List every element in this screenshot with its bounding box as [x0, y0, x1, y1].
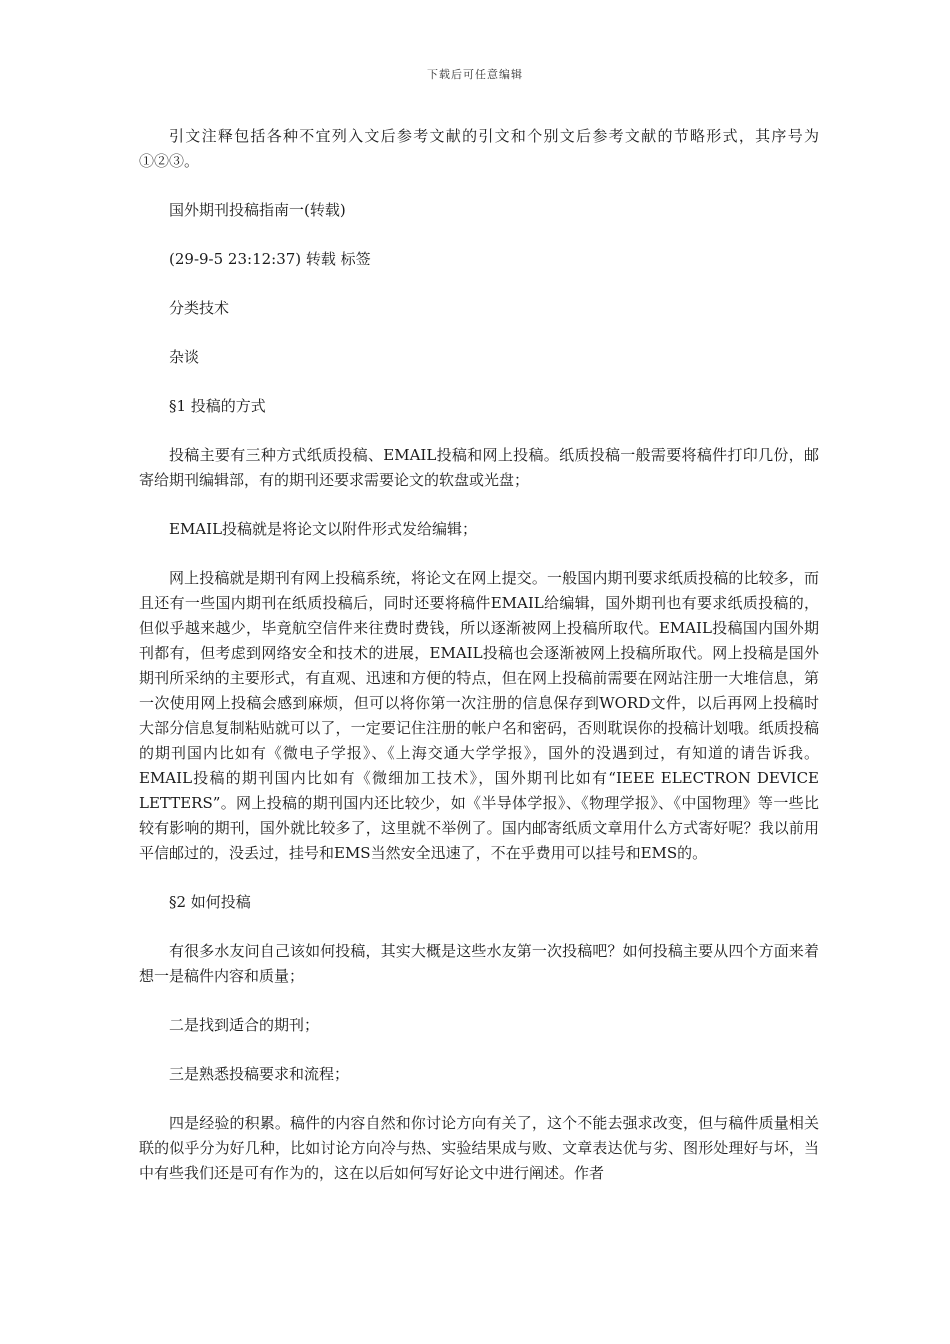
document-body: [139, 124, 819, 1210]
paragraph-article-title: 国外期刊投稿指南一(转载): [169, 201, 346, 219]
paragraph-tag: 杂谈: [169, 348, 200, 366]
section-heading-2: §2 如何投稿: [169, 893, 251, 911]
paragraph-post-meta: (29-9-5 23:12:37) 转载 标签: [169, 250, 371, 268]
paragraph-online-submission: 网上投稿就是期刊有网上投稿系统，将论文在网上提交。一般国内期刊要求纸质投稿的比较多，而且还有一些国内期刊在纸质投稿后，同时还要将稿件EMAIL给编辑，国外期刊也有要求纸质投稿的，但似乎越来越少，毕竟航空信件来往费时费钱，所以逐渐被网上投稿所取代。EMAIL投稿国内国外期刊都有，但考虑到网络安全和技术的进展，EMAIL投稿也会逐渐被网上投稿所取代。网上投稿是国外期刊所采纳的主要形式，有直观、迅速和方便的特点，但在网上投稿前需要在网站注册一大堆信息，第一次使用网上投稿会感到麻烦，但可以将你第一次注册的信息保存到WORD文件，以后再网上投稿时大部分信息复制粘贴就可以了，一定要记住注册的帐户名和密码，否则耽误你的投稿计划哦。纸质投稿的期刊国内比如有《微电子学报》、《上海交通大学学报》，国外的没遇到过，有知道的请告诉我。EMAIL投稿的期刊国内比如有《微细加工技术》，国外期刊比如有“IEEE ELECTRON DEVICE LETTERS”。网上投稿的期刊国内还比较少，如《半导体学报》、《物理学报》、《中国物理》等一些比较有影响的期刊，国外就比较多了，这里就不举例了。国内邮寄纸质文章用什么方式寄好呢？我以前用平信邮过的，没丢过，挂号和EMS当然安全迅速了，不在乎费用可以挂号和EMS的。: [139, 569, 819, 862]
paragraph-how-to-submit: 有很多水友问自己该如何投稿，其实大概是这些水友第一次投稿吧？如何投稿主要从四个方面来着想一是稿件内容和质量；: [139, 942, 819, 985]
paragraph-category: 分类技术: [169, 299, 230, 317]
paragraph-point-two: 二是找到适合的期刊；: [169, 1016, 320, 1034]
paragraph-point-four: 四是经验的积累。稿件的内容自然和你讨论方向有关了，这个不能去强求改变，但与稿件质量相关联的似乎分为好几种，比如讨论方向冷与热、实验结果成与败、文章表达优与劣、图形处理好与坏，当中有些我们还是可有作为的，这在以后如何写好论文中进行阐述。作者: [139, 1114, 819, 1182]
paragraph-citation-notes: 引文注释包括各种不宜列入文后参考文献的引文和个别文后参考文献的节略形式，其序号为①②③。: [139, 127, 819, 170]
section-heading-1: §1 投稿的方式: [169, 397, 266, 415]
paragraph-email-submission: EMAIL投稿就是将论文以附件形式发给编辑；: [169, 520, 478, 538]
paragraph-submission-methods: 投稿主要有三种方式纸质投稿、EMAIL投稿和网上投稿。纸质投稿一般需要将稿件打印几份，邮寄给期刊编辑部，有的期刊还要求需要论文的软盘或光盘；: [139, 446, 819, 489]
page-header: 下载后可任意编辑: [427, 68, 523, 81]
paragraph-point-three: 三是熟悉投稿要求和流程；: [169, 1065, 350, 1083]
